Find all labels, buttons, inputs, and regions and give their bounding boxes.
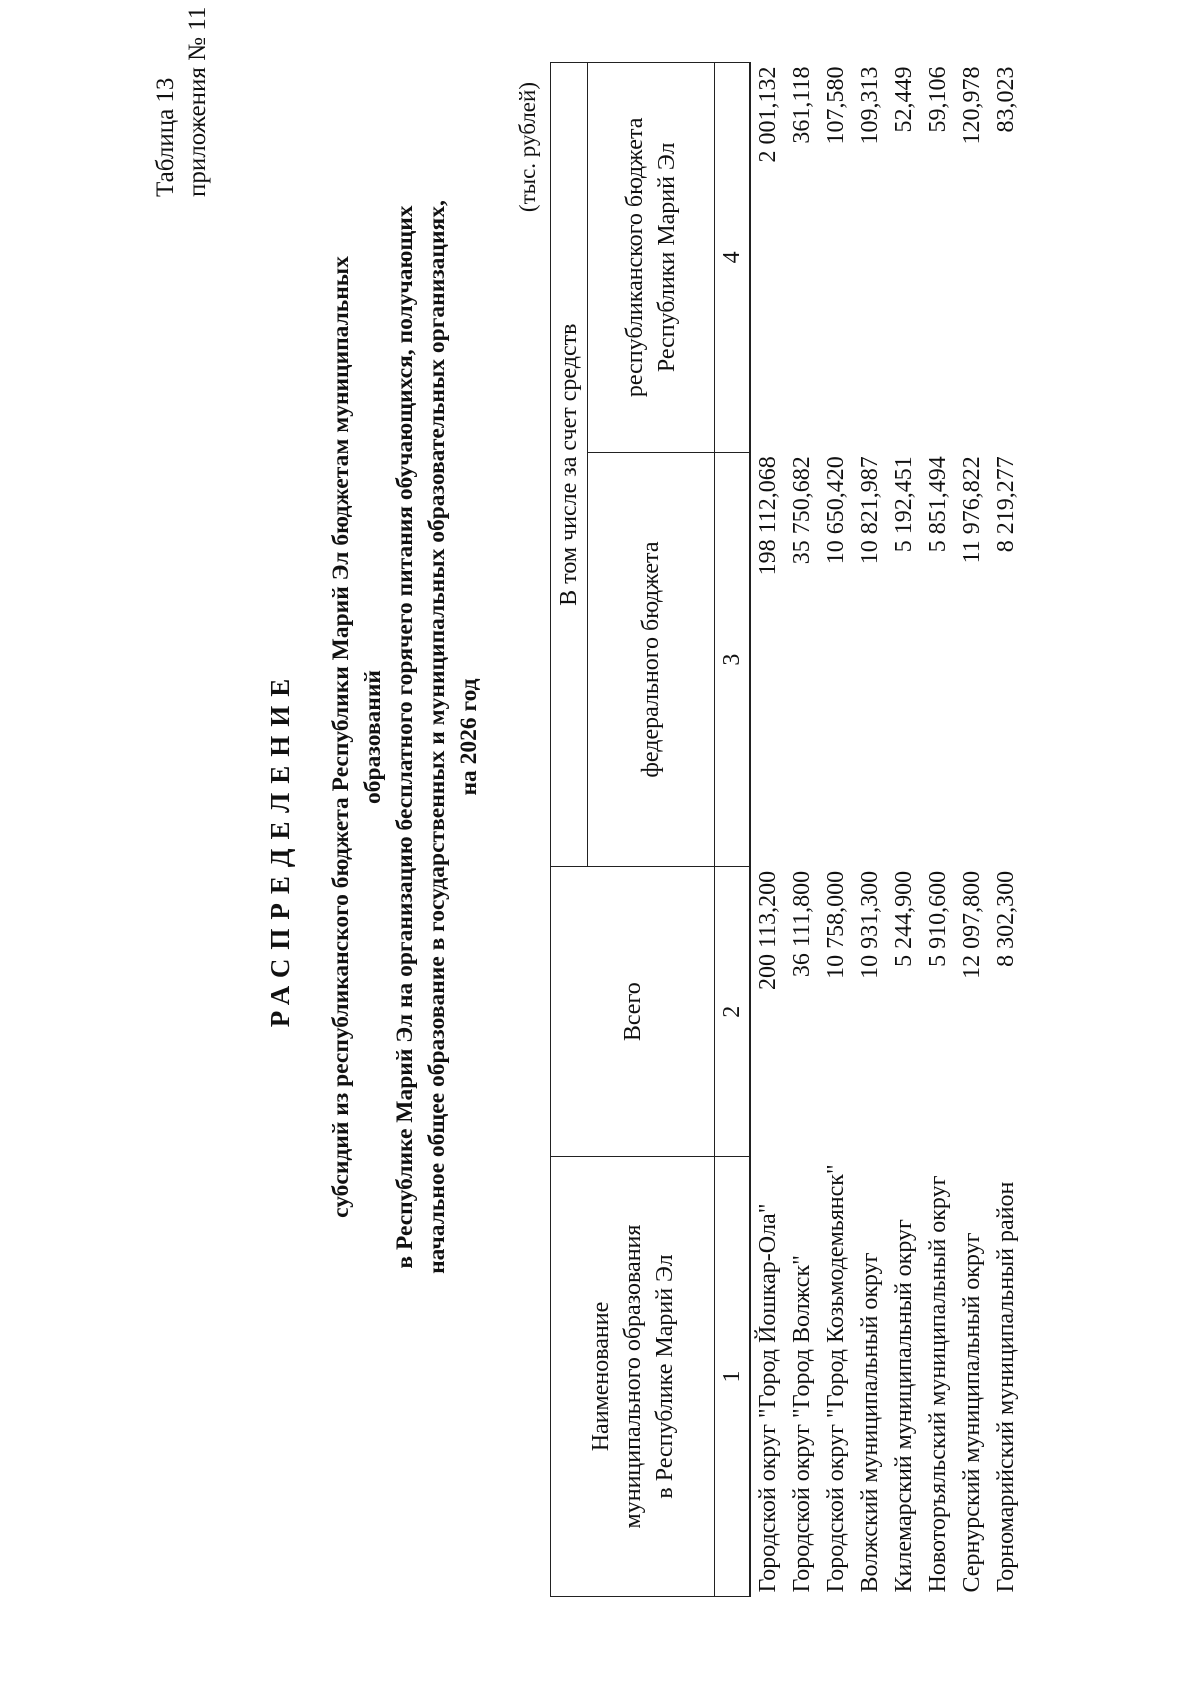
total-value: 12 097,800 bbox=[958, 870, 985, 979]
municipality-name: Городской округ "Город Йошкар-Ола" bbox=[754, 1203, 781, 1593]
column-number: 1 bbox=[715, 1157, 751, 1597]
federal-value: 8 219,277 bbox=[992, 456, 1019, 553]
header-total: Всего bbox=[551, 867, 715, 1157]
federal-value: 35 750,682 bbox=[788, 456, 815, 565]
distribution-table bbox=[550, 62, 1023, 1597]
total-value: 36 111,800 bbox=[788, 870, 815, 978]
table-row bbox=[750, 63, 785, 1597]
column-number: 4 bbox=[715, 63, 751, 453]
municipality-name: Горномарийский муниципальный район bbox=[992, 1181, 1019, 1593]
republic-value: 107,580 bbox=[822, 66, 849, 145]
table-row bbox=[921, 63, 955, 1597]
document-subtitle bbox=[325, 197, 485, 1277]
total-value: 10 931,300 bbox=[856, 870, 883, 979]
federal-value: 11 976,822 bbox=[958, 456, 985, 564]
table-row bbox=[785, 63, 819, 1597]
header-name: Наименование муниципального образования в Республике Марий Эл bbox=[551, 1157, 715, 1597]
subtitle-line: субсидий из республиканского бюджета Республики Марий Эл бюджетам муниципальных образований bbox=[328, 256, 386, 1218]
units-label: (тыс. рублей) bbox=[515, 82, 540, 213]
table-row bbox=[989, 63, 1023, 1597]
total-value: 5 910,600 bbox=[924, 870, 951, 967]
municipality-name: Новоторъяльский муниципальный округ bbox=[924, 1175, 951, 1593]
republic-value: 109,313 bbox=[856, 66, 883, 145]
municipality-name: Городской округ "Город Волжск" bbox=[788, 1255, 815, 1593]
total-value: 5 244,900 bbox=[890, 870, 917, 967]
federal-value: 5 851,494 bbox=[924, 456, 951, 553]
total-value: 200 113,200 bbox=[754, 870, 781, 991]
federal-value: 198 112,068 bbox=[754, 456, 781, 576]
republic-value: 120,978 bbox=[958, 66, 985, 145]
appendix-number: приложения № 11 bbox=[184, 6, 211, 197]
header-federal: федерального бюджета bbox=[588, 452, 715, 867]
federal-value: 5 192,451 bbox=[890, 456, 917, 553]
column-number: 2 bbox=[715, 867, 751, 1157]
republic-value: 59,106 bbox=[924, 66, 951, 133]
table-row bbox=[955, 63, 989, 1597]
republic-value: 2 001,132 bbox=[754, 66, 781, 163]
header-republic: республиканского бюджета Республики Марий Эл bbox=[588, 63, 715, 453]
subtitle-line: начальное общее образование в государственных и муниципальных образовательных организациях, bbox=[424, 200, 450, 1274]
total-value: 8 302,300 bbox=[992, 870, 1019, 967]
table-row bbox=[853, 63, 887, 1597]
municipality-name: Волжский муниципальный округ bbox=[856, 1252, 883, 1593]
column-number: 3 bbox=[715, 452, 751, 867]
republic-value: 361,118 bbox=[788, 66, 815, 144]
subtitle-line: в Республике Марий Эл на организацию бесплатного горячего питания обучающихся, получающих bbox=[392, 205, 418, 1269]
header-group: В том числе за счет средств bbox=[551, 63, 588, 867]
table-label bbox=[150, 6, 214, 197]
republic-value: 83,023 bbox=[992, 66, 1019, 133]
total-value: 10 758,000 bbox=[822, 870, 849, 979]
federal-value: 10 650,420 bbox=[822, 456, 849, 565]
subtitle-line: на 2026 год bbox=[456, 678, 482, 796]
municipality-name: Городской округ "Город Козьмодемьянск" bbox=[822, 1164, 849, 1593]
federal-value: 10 821,987 bbox=[856, 456, 883, 565]
document-heading: РАСПРЕДЕЛЕНИЕ bbox=[265, 669, 295, 1028]
municipality-name: Килемарский муниципальный округ bbox=[890, 1219, 917, 1593]
table-number: Таблица 13 bbox=[152, 77, 179, 197]
municipality-name: Сернурский муниципальный округ bbox=[958, 1232, 985, 1593]
table-row bbox=[819, 63, 853, 1597]
republic-value: 52,449 bbox=[890, 66, 917, 133]
table-row bbox=[887, 63, 921, 1597]
